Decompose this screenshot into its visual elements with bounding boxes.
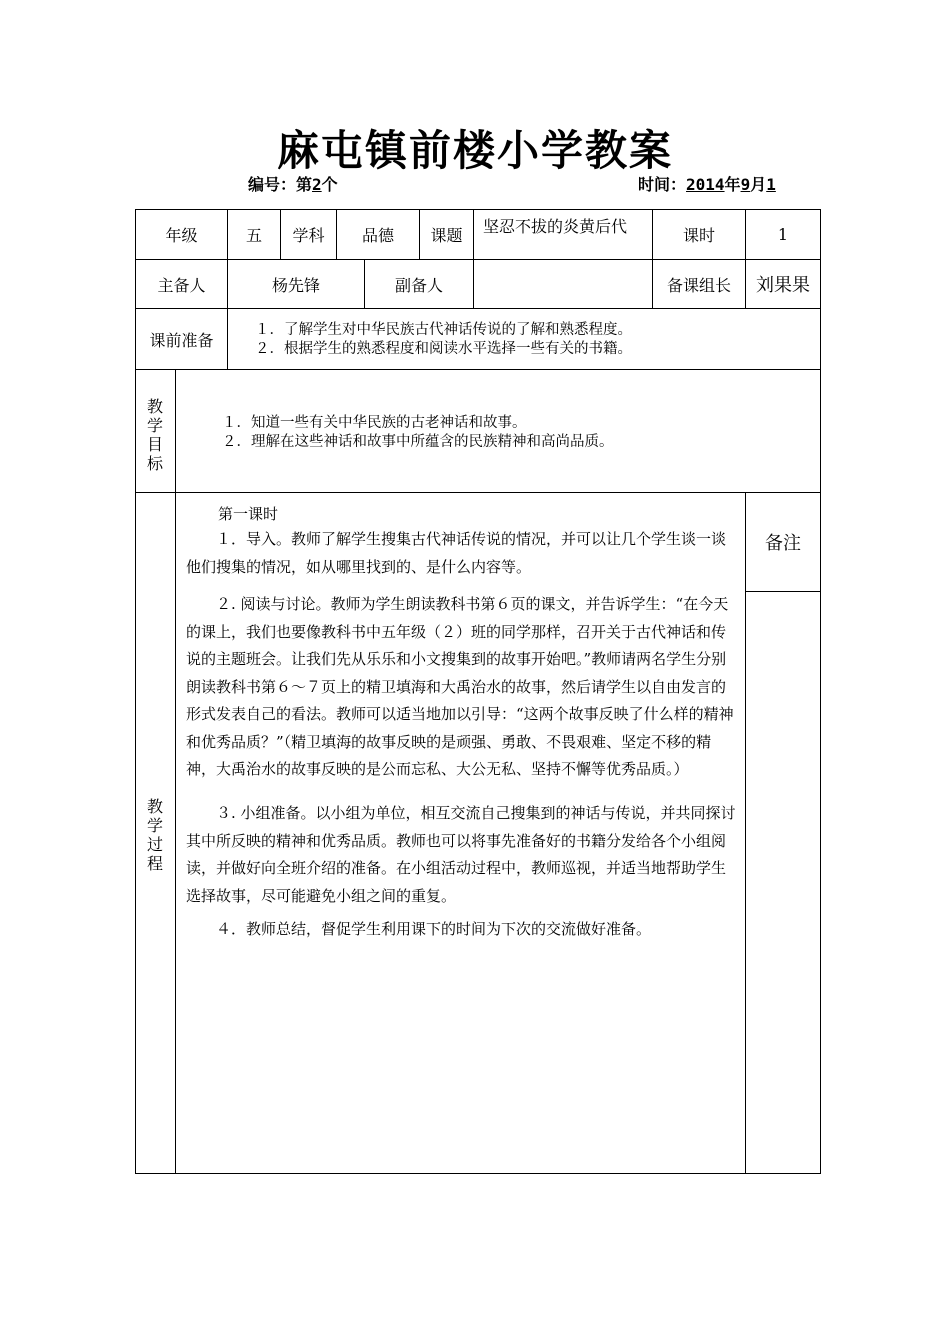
number-value: 2 — [312, 175, 322, 194]
teaching-process-label-text: 教学过程 — [146, 797, 163, 873]
table-border-bottom — [135, 1173, 821, 1174]
table-border-right — [820, 209, 821, 1174]
goal-item: ２．理解在这些神话和故事中所蕴含的民族精神和高尚品质。 — [222, 434, 614, 450]
col-divider — [175, 369, 176, 1174]
page-title: 麻屯镇前楼小学教案 — [276, 126, 673, 175]
pre-class-prep-label: 课前准备 — [149, 330, 214, 350]
remarks-label: 备注 — [765, 533, 801, 554]
row-divider — [135, 492, 821, 493]
process-paragraph: ４．教师总结，督促学生利用课下的时间为下次的交流做好准备。 — [216, 920, 652, 938]
process-paragraph: ３. 小组准备。以小组为单位，相互交流自己搜集到的神话与传说，并共同探讨其中所反映的精神和优秀品质。教师也可以将事先准备好的书籍分发给各个小组阅读，并做好向全班介绍的准备。在小组活动过程中，教师巡视，并适当地帮助学生选择故事，尽可能避免小组之间的重复。 — [186, 804, 736, 905]
col-divider — [745, 492, 746, 1174]
lesson-period-heading: 第一课时 — [218, 505, 279, 523]
time-label: 时间： — [638, 175, 687, 194]
group-leader-value: 刘果果 — [756, 275, 810, 296]
prep-item: ２．根据学生的熟悉程度和阅读水平选择一些有关的书籍。 — [255, 341, 632, 357]
number-label: 编号：第 — [248, 175, 313, 194]
date-month: 9 — [740, 175, 751, 194]
period-label: 课时 — [682, 226, 715, 245]
teaching-goals-label — [145, 397, 165, 473]
process-paragraph: １．导入。教师了解学生搜集古代神话传说的情况，并可以让几个学生谈一谈他们搜集的情况，如从哪里找到的、是什么内容等。 — [186, 530, 727, 576]
goal-item: １．知道一些有关中华民族的古老神话和故事。 — [222, 415, 527, 431]
year-unit: 年 — [724, 175, 741, 194]
subject-value: 品德 — [361, 226, 394, 245]
remark-divider — [745, 591, 821, 592]
prep-item: １．了解学生对中华民族古代神话传说的了解和熟悉程度。 — [255, 322, 632, 338]
teaching-process-label — [145, 797, 165, 873]
subject-label: 学科 — [292, 226, 325, 245]
row-divider — [135, 308, 821, 309]
lead-preparer-label: 主备人 — [157, 275, 206, 295]
number-suffix: 个 — [321, 175, 338, 194]
col-divider — [473, 209, 474, 259]
topic-value: 坚忍不拔的炎黄后代 — [483, 217, 628, 236]
document-date — [638, 172, 776, 195]
date-day: 1 — [766, 175, 776, 194]
grade-value: 五 — [245, 226, 262, 245]
col-divider — [227, 308, 228, 370]
group-leader-label: 备课组长 — [666, 275, 731, 295]
topic-label: 课题 — [430, 226, 463, 245]
period-value: 1 — [777, 225, 789, 244]
process-paragraph: ２. 阅读与讨论。教师为学生朗读教科书第６页的课文，并告诉学生：“在今天的课上，我们也要像教科书中五年级（２）班的同学那样，召开关于古代神话和传说的主题班会。让我们先从乐乐和小文搜集到的故事开始吧。”教师请两名学生分别朗读教科书第６～７页上的精卫填海和大禹治水的故事，然后请学生以自由发言的形式发表自己的看法。教师可以适当地加以引导：“这两个故事反映了什么样的精神和优秀品质？”（精卫填海的故事反映的是顽强、勇敢、不畏艰难、坚定不移的精神，大禹治水的故事反映的是公而忘私、大公无私、坚持不懈等优秀品质。） — [186, 595, 734, 778]
date-year: 2014 — [686, 175, 725, 194]
row-divider — [135, 369, 821, 370]
month-unit: 月 — [750, 175, 767, 194]
assistant-preparer-value — [474, 260, 652, 308]
document-number — [248, 172, 338, 195]
lead-preparer-value: 杨先锋 — [271, 275, 320, 295]
grade-label: 年级 — [165, 226, 198, 245]
teaching-goals-label-text: 教学目标 — [146, 397, 163, 473]
assistant-preparer-label: 副备人 — [394, 275, 443, 295]
